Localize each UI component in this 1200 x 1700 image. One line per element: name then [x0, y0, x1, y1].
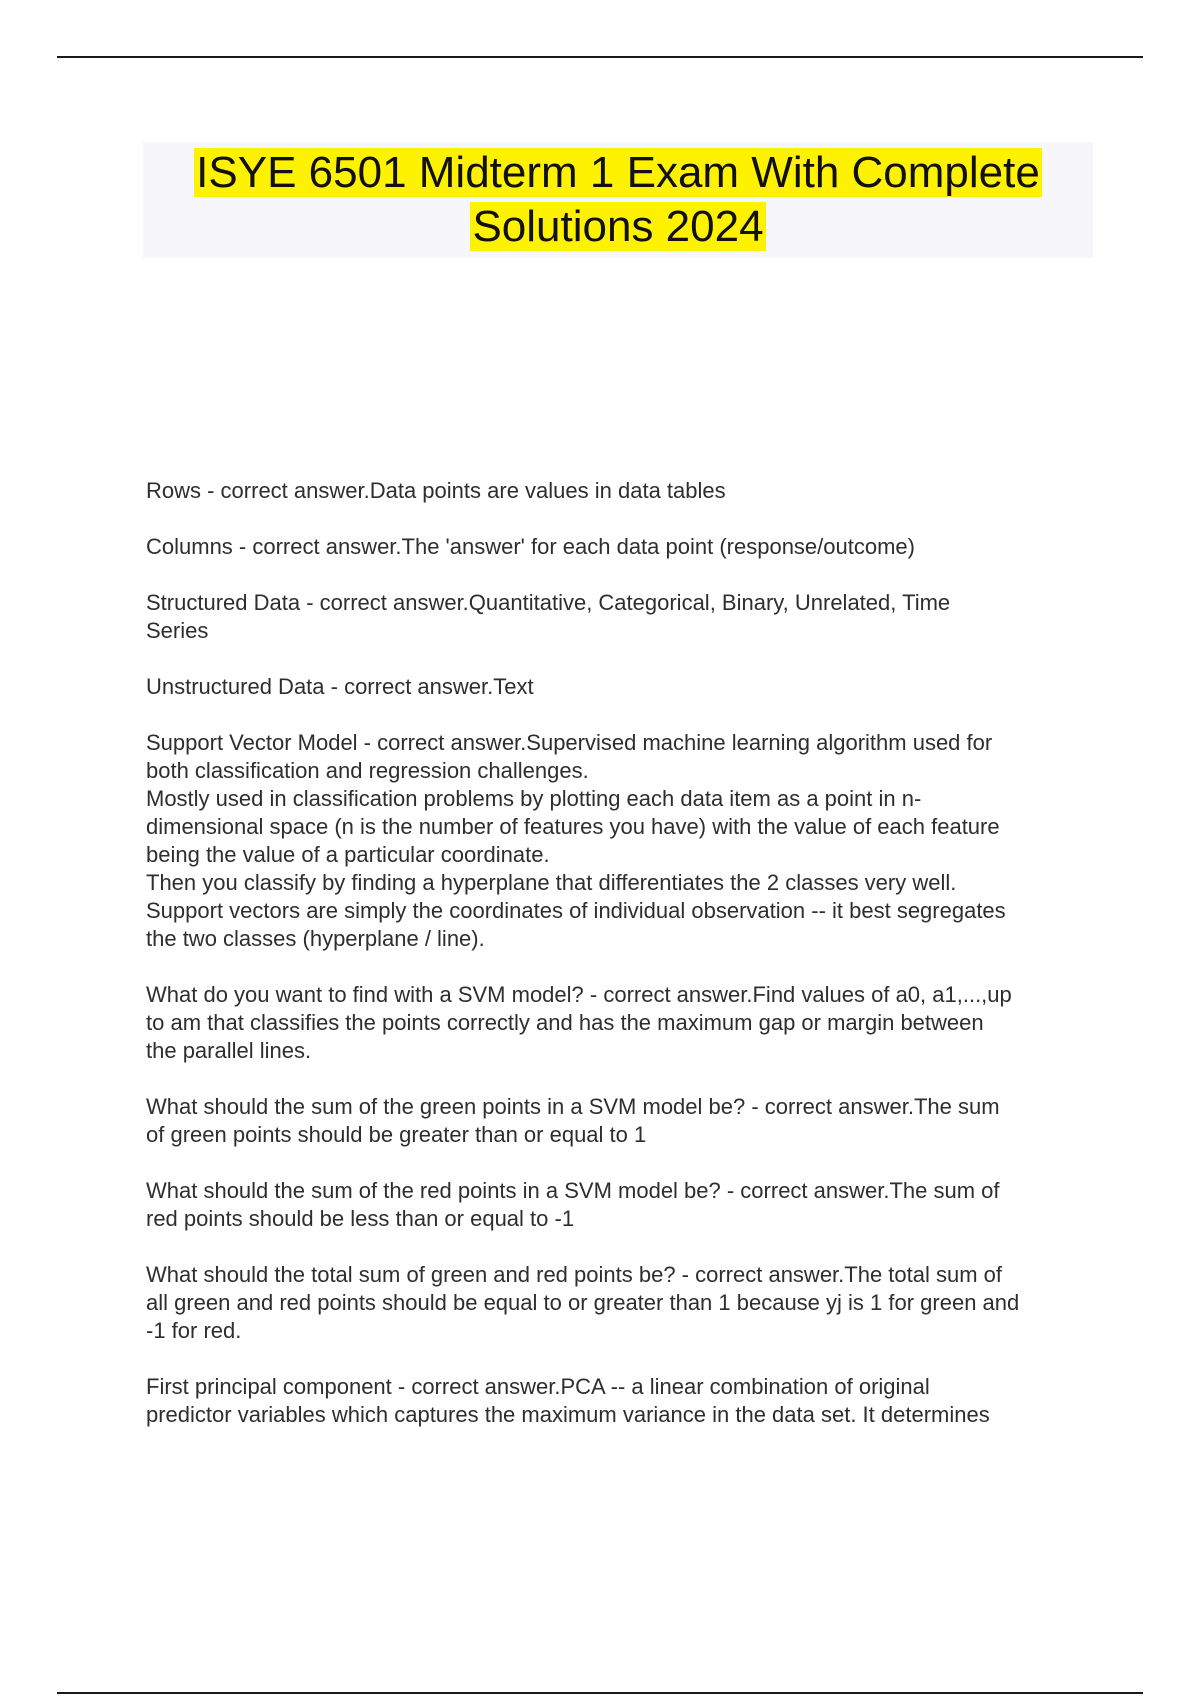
entry-line: What should the total sum of green and red points be? - correct answer.The total sum of [146, 1262, 1003, 1287]
entry-line: Mostly used in classification problems by plotting each data item as a point in n- [146, 786, 922, 811]
entry-line: Columns - correct answer.The 'answer' for each data point (response/outcome) [146, 534, 915, 559]
page-title [143, 142, 1093, 254]
entry-line: red points should be less than or equal to -1 [146, 1206, 575, 1231]
entry-line: What should the sum of the green points in a SVM model be? - correct answer.The sum [146, 1094, 1000, 1119]
qa-entry [146, 981, 1091, 1065]
entry-line: -1 for red. [146, 1318, 242, 1343]
entry-line: being the value of a particular coordinate. [146, 842, 550, 867]
entry-line: First principal component - correct answer.PCA -- a linear combination of original [146, 1374, 930, 1399]
entry-line: Support vectors are simply the coordinates of individual observation -- it best segregates [146, 898, 1006, 923]
entry-line: both classification and regression challenges. [146, 758, 589, 783]
qa-entry [146, 729, 1091, 953]
title-block [143, 142, 1093, 258]
entry-line: Rows - correct answer.Data points are values in data tables [146, 478, 726, 503]
qa-entry [146, 1261, 1091, 1345]
entry-line: to am that classifies the points correctly and has the maximum gap or margin between [146, 1010, 984, 1035]
qa-entry [146, 1373, 1091, 1429]
qa-entry [146, 477, 1091, 505]
title-highlight: ISYE 6501 Midterm 1 Exam With Complete Solutions 2024 [196, 148, 1040, 251]
entry-line: predictor variables which captures the maximum variance in the data set. It determines [146, 1402, 990, 1427]
qa-entry [146, 589, 1091, 645]
entry-line: What should the sum of the red points in a SVM model be? - correct answer.The sum of [146, 1178, 1000, 1203]
entry-line: all green and red points should be equal to or greater than 1 because yj is 1 for green and [146, 1290, 1020, 1315]
qa-entry [146, 1093, 1091, 1149]
qa-entry [146, 673, 1091, 701]
top-rule [57, 56, 1143, 58]
entry-line: What do you want to find with a SVM model? - correct answer.Find values of a0, a1,...,up [146, 982, 1012, 1007]
entry-line: Then you classify by finding a hyperplane that differentiates the 2 classes very well. [146, 870, 957, 895]
entry-line: dimensional space (n is the number of features you have) with the value of each feature [146, 814, 1000, 839]
entry-line: Series [146, 618, 209, 643]
qa-entry [146, 533, 1091, 561]
entry-line: of green points should be greater than or equal to 1 [146, 1122, 647, 1147]
entry-line: Support Vector Model - correct answer.Supervised machine learning algorithm used for [146, 730, 993, 755]
entry-line: the parallel lines. [146, 1038, 312, 1063]
qa-entry [146, 1177, 1091, 1233]
entry-line: the two classes (hyperplane / line). [146, 926, 485, 951]
document-body [146, 477, 1091, 1457]
entry-line: Structured Data - correct answer.Quantitative, Categorical, Binary, Unrelated, Time [146, 590, 951, 615]
bottom-rule [57, 1692, 1143, 1694]
entry-line: Unstructured Data - correct answer.Text [146, 674, 534, 699]
